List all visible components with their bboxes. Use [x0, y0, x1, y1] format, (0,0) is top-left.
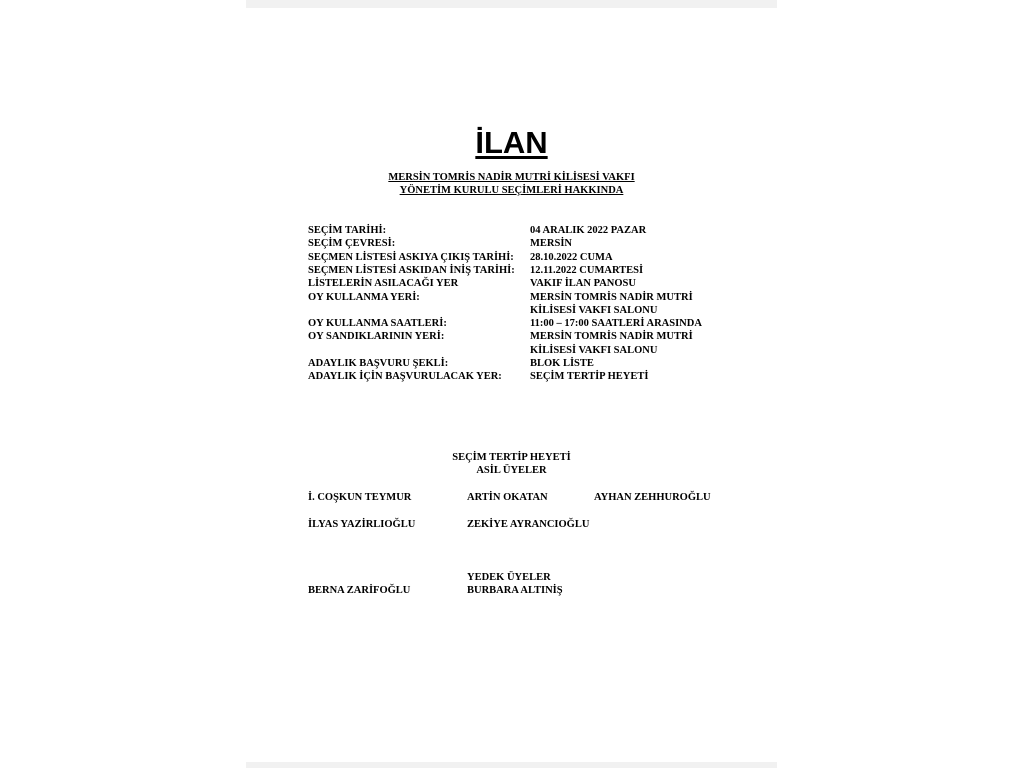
- detail-value: KİLİSESİ VAKFI SALONU: [530, 304, 658, 316]
- detail-value: MERSİN: [530, 238, 573, 250]
- viewer-bottom-edge: [246, 762, 777, 768]
- detail-value: KİLİSESİ VAKFI SALONU: [530, 344, 658, 356]
- detail-value: VAKIF İLAN PANOSU: [530, 278, 636, 290]
- detail-value: MERSİN TOMRİS NADİR MUTRİ: [530, 291, 693, 303]
- members-heading: ASİL ÜYELER: [476, 465, 547, 476]
- detail-value: 11:00 – 17:00 SAATLERİ ARASINDA: [530, 318, 702, 330]
- subtitle-line-1: MERSİN TOMRİS NADİR MUTRİ KİLİSESİ VAKFI: [388, 172, 635, 183]
- member-name: ZEKİYE AYRANCIOĞLU: [467, 519, 590, 530]
- detail-label: OY KULLANMA SAATLERİ:: [308, 318, 447, 330]
- detail-label: ADAYLIK BAŞVURU ŞEKLİ:: [308, 358, 449, 369]
- detail-label: SEÇMEN LİSTESİ ASKIYA ÇIKIŞ TARİHİ:: [308, 251, 514, 263]
- member-name: İLYAS YAZİRLIOĞLU: [308, 519, 416, 530]
- detail-value: 12.11.2022 CUMARTESİ: [530, 264, 644, 276]
- document-title: İLAN: [475, 125, 548, 160]
- detail-label: OY SANDIKLARININ YERİ:: [308, 331, 445, 343]
- alternates-heading: YEDEK ÜYELER: [467, 572, 551, 583]
- detail-label: SEÇMEN LİSTESİ ASKIDAN İNİŞ TARİHİ:: [308, 264, 515, 276]
- detail-label: OY KULLANMA YERİ:: [308, 291, 420, 303]
- viewer-top-edge: [246, 0, 777, 8]
- detail-value: 04 ARALIK 2022 PAZAR: [530, 225, 647, 236]
- detail-value: MERSİN TOMRİS NADİR MUTRİ: [530, 331, 693, 343]
- alternate-name: BURBARA ALTINİŞ: [467, 585, 563, 596]
- detail-value: BLOK LİSTE: [530, 358, 594, 369]
- detail-label: SEÇİM TARİHİ:: [308, 225, 387, 236]
- member-name: AYHAN ZEHHUROĞLU: [594, 492, 711, 503]
- subtitle-line-2: YÖNETİM KURULU SEÇİMLERİ HAKKINDA: [399, 185, 624, 196]
- committee-heading: SEÇİM TERTİP HEYETİ: [452, 452, 571, 463]
- alternate-name: BERNA ZARİFOĞLU: [308, 585, 411, 596]
- detail-label: SEÇİM ÇEVRESİ:: [308, 238, 396, 250]
- detail-label: LİSTELERİN ASILACAĞI YER: [308, 278, 459, 290]
- member-name: ARTİN OKATAN: [467, 492, 548, 503]
- detail-value: SEÇİM TERTİP HEYETİ: [530, 371, 649, 383]
- detail-label: ADAYLIK İÇİN BAŞVURULACAK YER:: [308, 371, 502, 383]
- detail-value: 28.10.2022 CUMA: [530, 251, 613, 263]
- member-name: İ. COŞKUN TEYMUR: [308, 492, 412, 503]
- document-page: [246, 8, 777, 762]
